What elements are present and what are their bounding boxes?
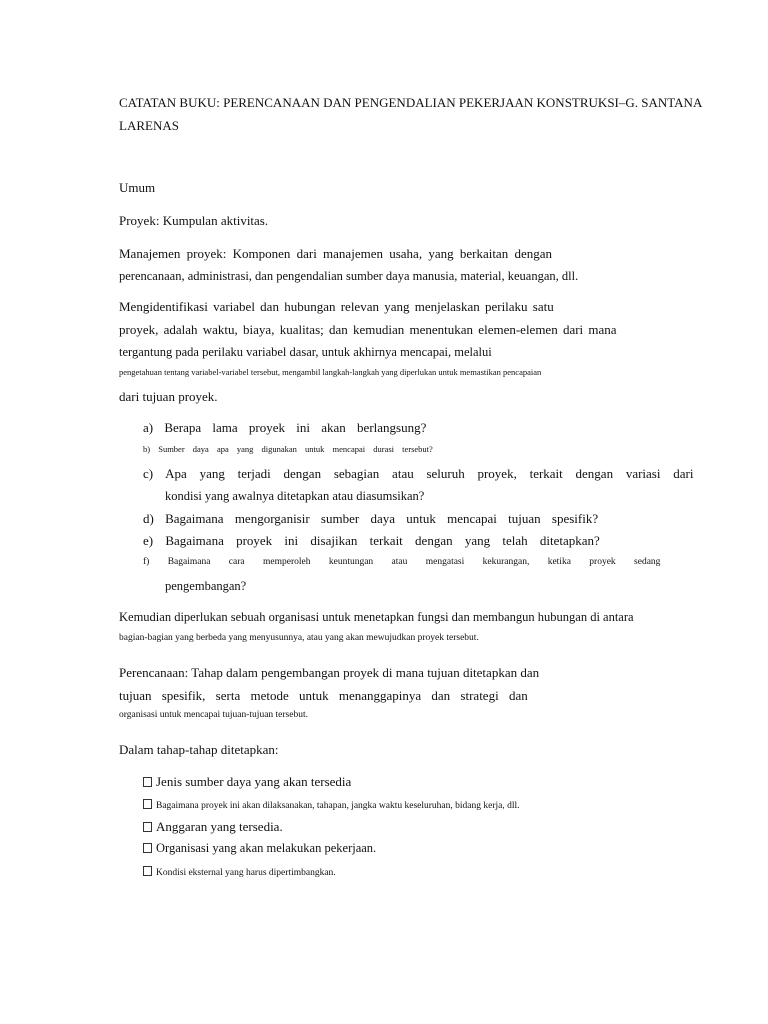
- question-text: Bagaimana cara memperoleh keuntungan atau mengatasi kekurangan, ketika proyek sedang: [167, 557, 661, 567]
- perencanaan-line-3: organisasi untuk mencapai tujuan-tujuan tersebut.: [119, 710, 308, 720]
- checkbox-glyph-icon: [143, 799, 152, 809]
- kemudian-line-2: bagian-bagian yang berbeda yang menyusunnya, atau yang akan mewujudkan proyek tersebut.: [119, 633, 479, 643]
- manajemen-line-2: perencanaan, administrasi, dan pengendalian sumber daya manusia, material, keuangan, dll.: [119, 269, 579, 283]
- identifikasi-line-5: dari tujuan proyek.: [119, 389, 218, 404]
- identifikasi-line-4: pengetahuan tentang variabel-variabel tersebut, mengambil langkah-langkah yang diperlukan untuk memastikan pencapaian: [119, 367, 542, 377]
- bullet-text: Organisasi yang akan melakukan pekerjaan.: [156, 841, 377, 855]
- bullet-item: [143, 842, 376, 855]
- checkbox-glyph-icon: [143, 822, 152, 832]
- bullet-item: [143, 820, 283, 833]
- title-line-2: LARENAS: [119, 118, 179, 133]
- identifikasi-line-3: tergantung pada perilaku variabel dasar, untuk akhirnya mencapai, melalui: [119, 345, 492, 359]
- question-c: [143, 467, 693, 480]
- kemudian-line-1: Kemudian diperlukan sebuah organisasi untuk menetapkan fungsi dan membangun hubungan di antara: [119, 610, 634, 624]
- question-marker: e): [143, 533, 154, 548]
- question-a: [143, 421, 426, 434]
- section-heading: Umum: [119, 180, 156, 195]
- checkbox-glyph-icon: [143, 843, 152, 853]
- question-marker: a): [143, 420, 154, 435]
- bullet-text: Jenis sumber daya yang akan tersedia: [156, 774, 352, 789]
- question-marker: f): [143, 557, 150, 567]
- bullet-text: Bagaimana proyek ini akan dilaksanakan, tahapan, jangka waktu keseluruhan, bidang kerja, dll.: [156, 801, 520, 811]
- dalam-tahap-heading: Dalam tahap-tahap ditetapkan:: [119, 742, 279, 757]
- question-c-continuation: kondisi yang awalnya ditetapkan atau diasumsikan?: [165, 489, 425, 503]
- identifikasi-line-1: Mengidentifikasi variabel dan hubungan relevan yang menjelaskan perilaku satu: [119, 299, 554, 314]
- checkbox-glyph-icon: [143, 866, 152, 876]
- question-text: Bagaimana mengorganisir sumber daya untuk mencapai tujuan spesifik?: [165, 511, 599, 526]
- question-f-continuation: pengembangan?: [165, 579, 247, 593]
- identifikasi-line-2: proyek, adalah waktu, biaya, kualitas; dan kemudian menentukan elemen-elemen dari mana: [119, 322, 617, 337]
- question-d: [143, 512, 598, 525]
- checkbox-glyph-icon: [143, 777, 152, 787]
- question-e: [143, 534, 600, 547]
- perencanaan-line-1: Perencanaan: Tahap dalam pengembangan proyek di mana tujuan ditetapkan dan: [119, 665, 540, 680]
- question-marker: b): [143, 444, 151, 454]
- manajemen-line-1: Manajemen proyek: Komponen dari manajemen usaha, yang berkaitan dengan: [119, 246, 552, 261]
- title-line-1: CATATAN BUKU: PERENCANAAN DAN PENGENDALIAN PEKERJAAN KONSTRUKSI–G. SANTANA: [119, 95, 703, 110]
- question-b: [143, 445, 433, 454]
- question-marker: d): [143, 511, 154, 526]
- question-marker: c): [143, 466, 154, 481]
- question-text: Berapa lama proyek ini akan berlangsung?: [164, 420, 427, 435]
- bullet-text: Anggaran yang tersedia.: [156, 819, 283, 834]
- question-text: Bagaimana proyek ini disajikan terkait dengan yang telah ditetapkan?: [165, 533, 600, 548]
- question-text: Apa yang terjadi dengan sebagian atau seluruh proyek, terkait dengan variasi dari: [165, 466, 694, 481]
- bullet-item: [143, 866, 336, 879]
- perencanaan-line-2: tujuan spesifik, serta metode untuk menanggapinya dan strategi dan: [119, 688, 528, 703]
- bullet-item: [143, 799, 520, 812]
- bullet-text: Kondisi eksternal yang harus dipertimbangkan.: [156, 868, 336, 878]
- question-f: [143, 558, 660, 568]
- proyek-definition: Proyek: Kumpulan aktivitas.: [119, 213, 269, 228]
- bullet-item: [143, 775, 351, 788]
- question-text: Sumber daya apa yang digunakan untuk mencapai durasi tersebut?: [158, 444, 433, 454]
